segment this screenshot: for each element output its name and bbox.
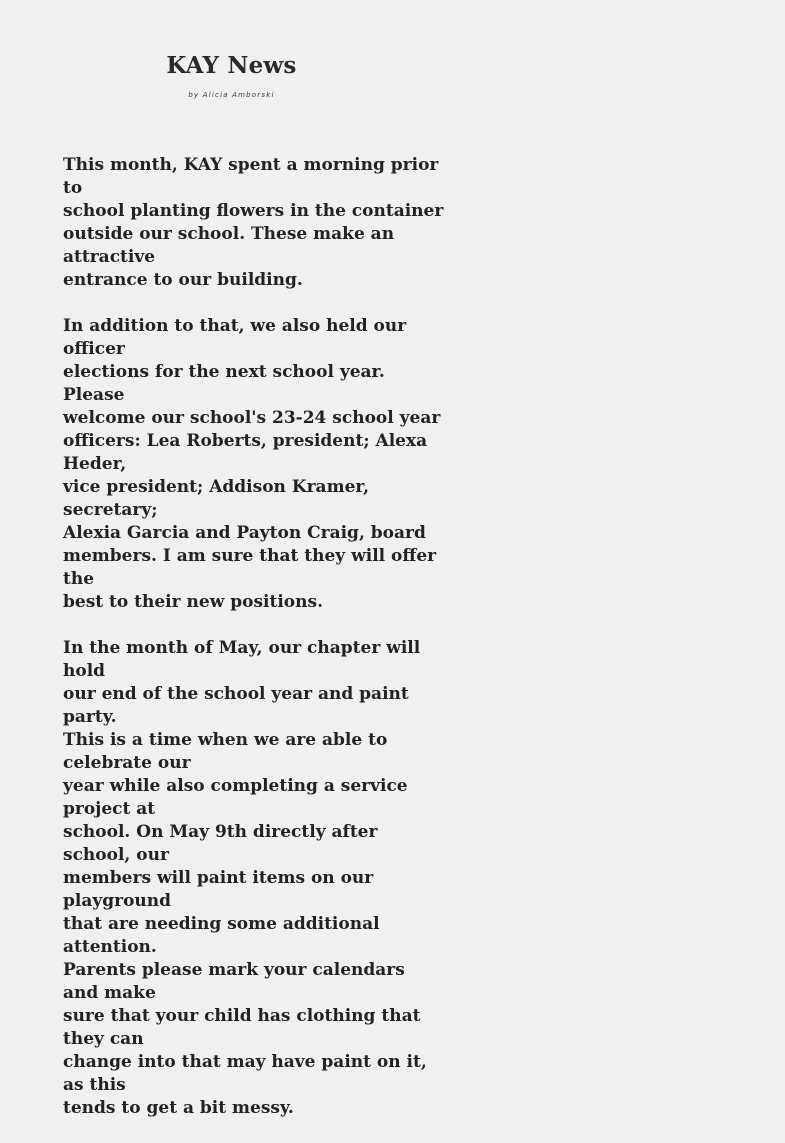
article-paragraph-3: In the month of May, our chapter will hold our end of the school year and paint party. This is a time when we are able to celebrate our year while also completing a service project at school. On May 9th directly after school, our members will paint items on our playground that are needing some additional attention. Parents please mark your calendars and make sure that your child has clothing that they can change into that may have paint on it, as this tends to get a bit messy. xyxy=(63,638,427,1118)
author-byline: by Alicia Amborski xyxy=(188,91,275,99)
article-paragraph-2: In addition to that, we also held our officer elections for the next school year. Please welcome our school's 23-24 school year officers: Lea Roberts, president; Alexa Heder, vice president; Addison Kramer, secretary; Alexia Garcia and Payton Craig, board members. I am sure that they will offer the best to their new positions. xyxy=(63,316,441,612)
article-paragraph-1: This month, KAY spent a morning prior to school planting flowers in the container outside our school. These make an attractive entrance to our building. xyxy=(63,155,444,290)
page-title: KAY News xyxy=(166,52,297,79)
article-body xyxy=(63,154,445,1143)
